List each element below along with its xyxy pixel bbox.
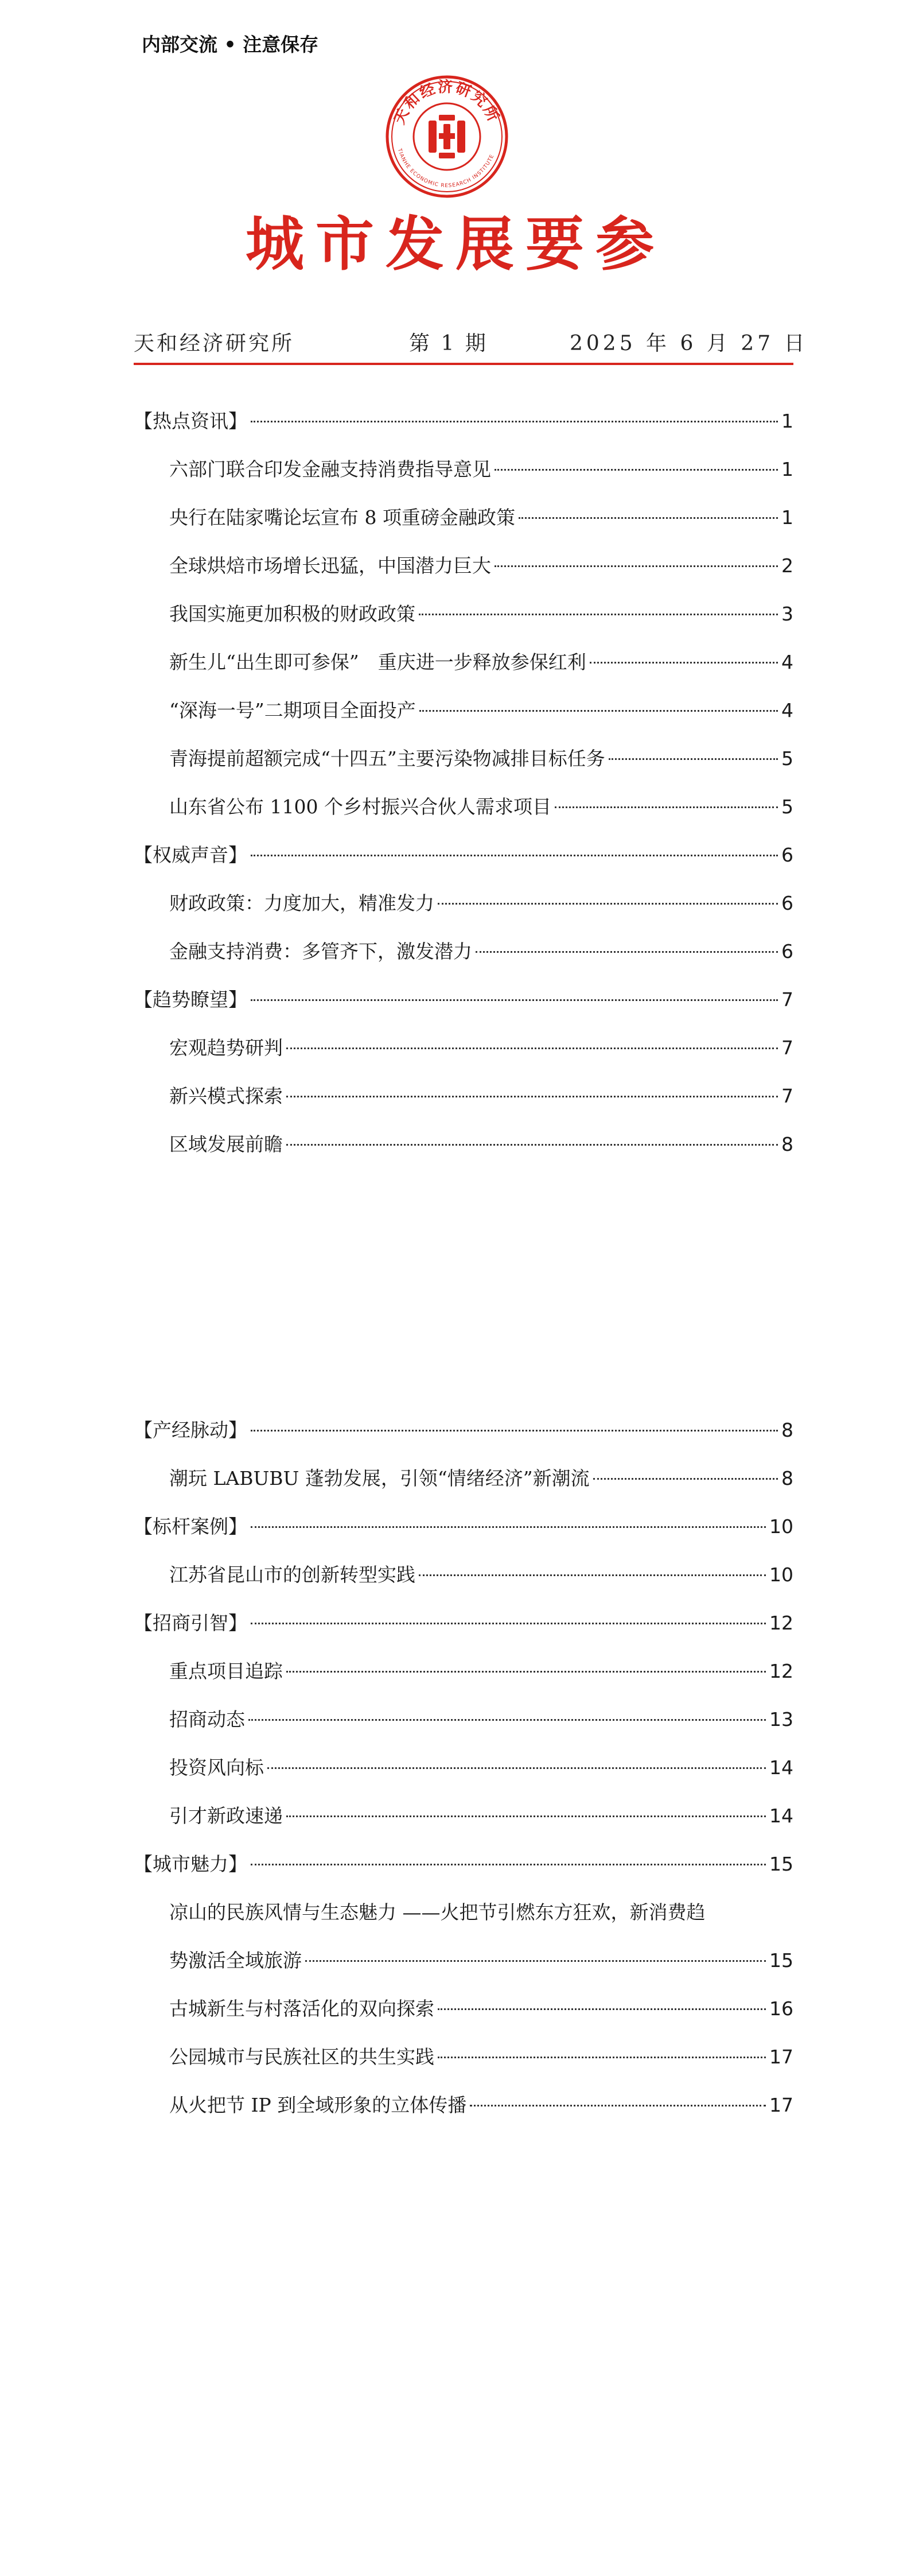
toc-dot-leader — [419, 614, 778, 615]
toc-entry[interactable] — [134, 1466, 793, 1514]
toc-entry-title: 六部门联合印发金融支持消费指导意见 — [169, 458, 491, 480]
toc-dot-leader — [251, 421, 778, 422]
toc-entry[interactable] — [134, 1755, 793, 1803]
toc-entry-title: 【产经脉动】 — [134, 1419, 247, 1441]
toc-dot-leader — [286, 1671, 766, 1673]
toc-section-heading[interactable] — [134, 1611, 793, 1659]
toc-entry-title: “深海一号”二期项目全面投产 — [169, 699, 416, 721]
toc-section-heading[interactable] — [134, 843, 793, 891]
toc-dot-leader — [438, 2057, 766, 2058]
toc-dot-leader — [609, 758, 778, 760]
toc-page-number: 17 — [769, 2046, 793, 2068]
toc-entry-title: 凉山的民族风情与生态魅力 ——火把节引燃东方狂欢，新消费趋 — [169, 1901, 706, 1923]
table-of-contents-part-1 — [134, 409, 793, 1180]
issue-date: 2025 年 6 月 27 日 — [570, 332, 808, 355]
toc-entry-title: 重点项目追踪 — [169, 1660, 283, 1682]
toc-page-number: 12 — [769, 1660, 793, 1682]
toc-page-number: 12 — [769, 1612, 793, 1634]
toc-page-number: 8 — [781, 1133, 793, 1155]
toc-entry-title: 古城新生与村落活化的双向探索 — [169, 1997, 434, 2020]
institute-logo — [384, 73, 510, 200]
toc-dot-leader — [286, 1096, 778, 1097]
toc-dot-leader — [251, 1864, 766, 1865]
toc-page-number: 5 — [781, 747, 793, 770]
toc-dot-leader — [555, 806, 778, 808]
toc-page-number: 10 — [769, 1515, 793, 1538]
toc-entry[interactable] — [134, 698, 793, 746]
toc-section-heading[interactable] — [134, 409, 793, 457]
toc-page-number: 4 — [781, 651, 793, 673]
toc-page-number: 2 — [781, 554, 793, 577]
toc-entry-title: 全球烘焙市场增长迅猛，中国潜力巨大 — [169, 554, 491, 577]
toc-page-number: 6 — [781, 892, 793, 914]
toc-page-number: 6 — [781, 844, 793, 866]
toc-entry-title: 公园城市与民族社区的共生实践 — [169, 2046, 434, 2068]
toc-entry-title: 【招商引智】 — [134, 1612, 247, 1634]
toc-entry[interactable] — [134, 1084, 793, 1132]
toc-entry-title: 央行在陆家嘴论坛宣布 8 项重磅金融政策 — [169, 506, 515, 529]
toc-dot-leader — [476, 951, 778, 953]
toc-page-number: 7 — [781, 1037, 793, 1059]
toc-entry-title: 金融支持消费：多管齐下，激发潜力 — [169, 940, 472, 963]
toc-entry-title: 【城市魅力】 — [134, 1853, 247, 1875]
toc-entry[interactable] — [134, 602, 793, 650]
toc-entry[interactable] — [134, 1803, 793, 1852]
toc-entry[interactable] — [134, 1707, 793, 1755]
toc-entry-title: 新兴模式探索 — [169, 1085, 283, 1107]
toc-dot-leader — [419, 1574, 766, 1576]
toc-entry[interactable] — [134, 650, 793, 698]
toc-entry-title: 【趋势瞭望】 — [134, 988, 247, 1011]
toc-dot-leader — [438, 903, 778, 905]
toc-dot-leader — [495, 565, 778, 567]
toc-page-number: 3 — [781, 603, 793, 625]
toc-entry-title: 【标杆案例】 — [134, 1515, 247, 1538]
toc-page-number: 7 — [781, 1085, 793, 1107]
toc-dot-leader — [267, 1767, 766, 1769]
toc-entry[interactable] — [134, 1996, 793, 2044]
toc-page-number: 5 — [781, 796, 793, 818]
toc-section-heading[interactable] — [134, 1418, 793, 1466]
toc-entry-title: 区域发展前瞻 — [169, 1133, 283, 1155]
toc-entry-title: 财政政策：力度加大，精准发力 — [169, 892, 434, 914]
toc-entry[interactable] — [134, 1900, 793, 1948]
toc-dot-leader — [438, 2008, 766, 2010]
toc-section-heading[interactable] — [134, 987, 793, 1035]
toc-dot-leader — [519, 517, 778, 519]
toc-dot-leader — [248, 1719, 766, 1721]
toc-dot-leader — [251, 1430, 778, 1431]
toc-entry[interactable] — [134, 457, 793, 505]
toc-page-number: 6 — [781, 940, 793, 963]
toc-entry-title: 新生儿“出生即可参保” 重庆进一步释放参保红利 — [169, 651, 586, 673]
toc-entry[interactable] — [134, 1035, 793, 1084]
toc-entry-title: 投资风向标 — [169, 1756, 264, 1779]
toc-entry[interactable] — [134, 2093, 793, 2141]
toc-entry-title: 从火把节 IP 到全域形象的立体传播 — [169, 2094, 467, 2116]
toc-entry-title: 我国实施更加积极的财政政策 — [169, 603, 415, 625]
logo-ring-text: 天和经济研究所 — [391, 78, 503, 127]
toc-page-number: 1 — [781, 458, 793, 480]
header-divider — [134, 363, 793, 365]
toc-dot-leader — [286, 1048, 778, 1049]
logo-emblem-icon — [429, 115, 465, 158]
toc-entry-continuation[interactable] — [134, 1948, 793, 1996]
toc-page-number: 13 — [769, 1708, 793, 1731]
toc-page-number: 15 — [769, 1853, 793, 1875]
toc-entry-title: 【热点资讯】 — [134, 410, 247, 432]
toc-dot-leader — [593, 1478, 778, 1480]
toc-page-number: 14 — [769, 1756, 793, 1779]
toc-entry-title: 潮玩 LABUBU 蓬勃发展，引领“情绪经济”新潮流 — [169, 1467, 590, 1489]
toc-dot-leader — [251, 1526, 766, 1528]
toc-page-number: 17 — [769, 2094, 793, 2116]
toc-page-number: 8 — [781, 1419, 793, 1441]
toc-entry-title: 山东省公布 1100 个乡村振兴合伙人需求项目 — [169, 796, 551, 818]
toc-page-number: 8 — [781, 1467, 793, 1489]
toc-entry-title: 【权威声音】 — [134, 844, 247, 866]
logo-sub-text: TIANHE ECONOMIC RESEARCH INSTITUTE — [396, 148, 496, 189]
toc-section-heading[interactable] — [134, 1514, 793, 1562]
toc-entry[interactable] — [134, 794, 793, 843]
toc-page-number: 16 — [769, 1997, 793, 2020]
table-of-contents-part-2 — [134, 1418, 793, 2141]
toc-dot-leader — [590, 662, 778, 664]
toc-page-number: 15 — [769, 1949, 793, 1972]
toc-entry[interactable] — [134, 505, 793, 553]
toc-dot-leader — [419, 710, 778, 712]
toc-entry-title: 宏观趋势研判 — [169, 1037, 283, 1059]
toc-page-number: 1 — [781, 506, 793, 529]
toc-dot-leader — [286, 1144, 778, 1146]
toc-entry[interactable] — [134, 746, 793, 794]
organization-name: 天和经济研究所 — [134, 332, 295, 355]
toc-page-number: 4 — [781, 699, 793, 721]
toc-page-number: 10 — [769, 1564, 793, 1586]
toc-entry[interactable] — [134, 1132, 793, 1180]
toc-page-number: 1 — [781, 410, 793, 432]
toc-entry[interactable] — [134, 1659, 793, 1707]
toc-page-number: 14 — [769, 1805, 793, 1827]
confidential-label: 内部交流 • 注意保存 — [142, 33, 319, 56]
toc-dot-leader — [251, 999, 778, 1001]
toc-entry-title: 青海提前超额完成“十四五”主要污染物减排目标任务 — [169, 747, 605, 770]
masthead-title: 城市发展要参 — [246, 211, 665, 279]
toc-entry-title: 势激活全域旅游 — [169, 1949, 302, 1972]
toc-section-heading[interactable] — [134, 1852, 793, 1900]
toc-entry[interactable] — [134, 553, 793, 602]
toc-entry[interactable] — [134, 2044, 793, 2093]
toc-entry[interactable] — [134, 891, 793, 939]
toc-entry-title: 招商动态 — [169, 1708, 245, 1731]
toc-dot-leader — [286, 1815, 766, 1817]
toc-entry[interactable] — [134, 939, 793, 987]
issue-number: 第 1 期 — [409, 332, 488, 355]
toc-dot-leader — [251, 1623, 766, 1624]
toc-dot-leader — [470, 2105, 766, 2106]
toc-dot-leader — [251, 855, 778, 856]
toc-page-number: 7 — [781, 988, 793, 1011]
toc-entry[interactable] — [134, 1562, 793, 1611]
toc-entry-title: 江苏省昆山市的创新转型实践 — [169, 1564, 415, 1586]
toc-dot-leader — [305, 1960, 766, 1962]
toc-dot-leader — [495, 469, 778, 471]
toc-entry-title: 引才新政速递 — [169, 1805, 283, 1827]
